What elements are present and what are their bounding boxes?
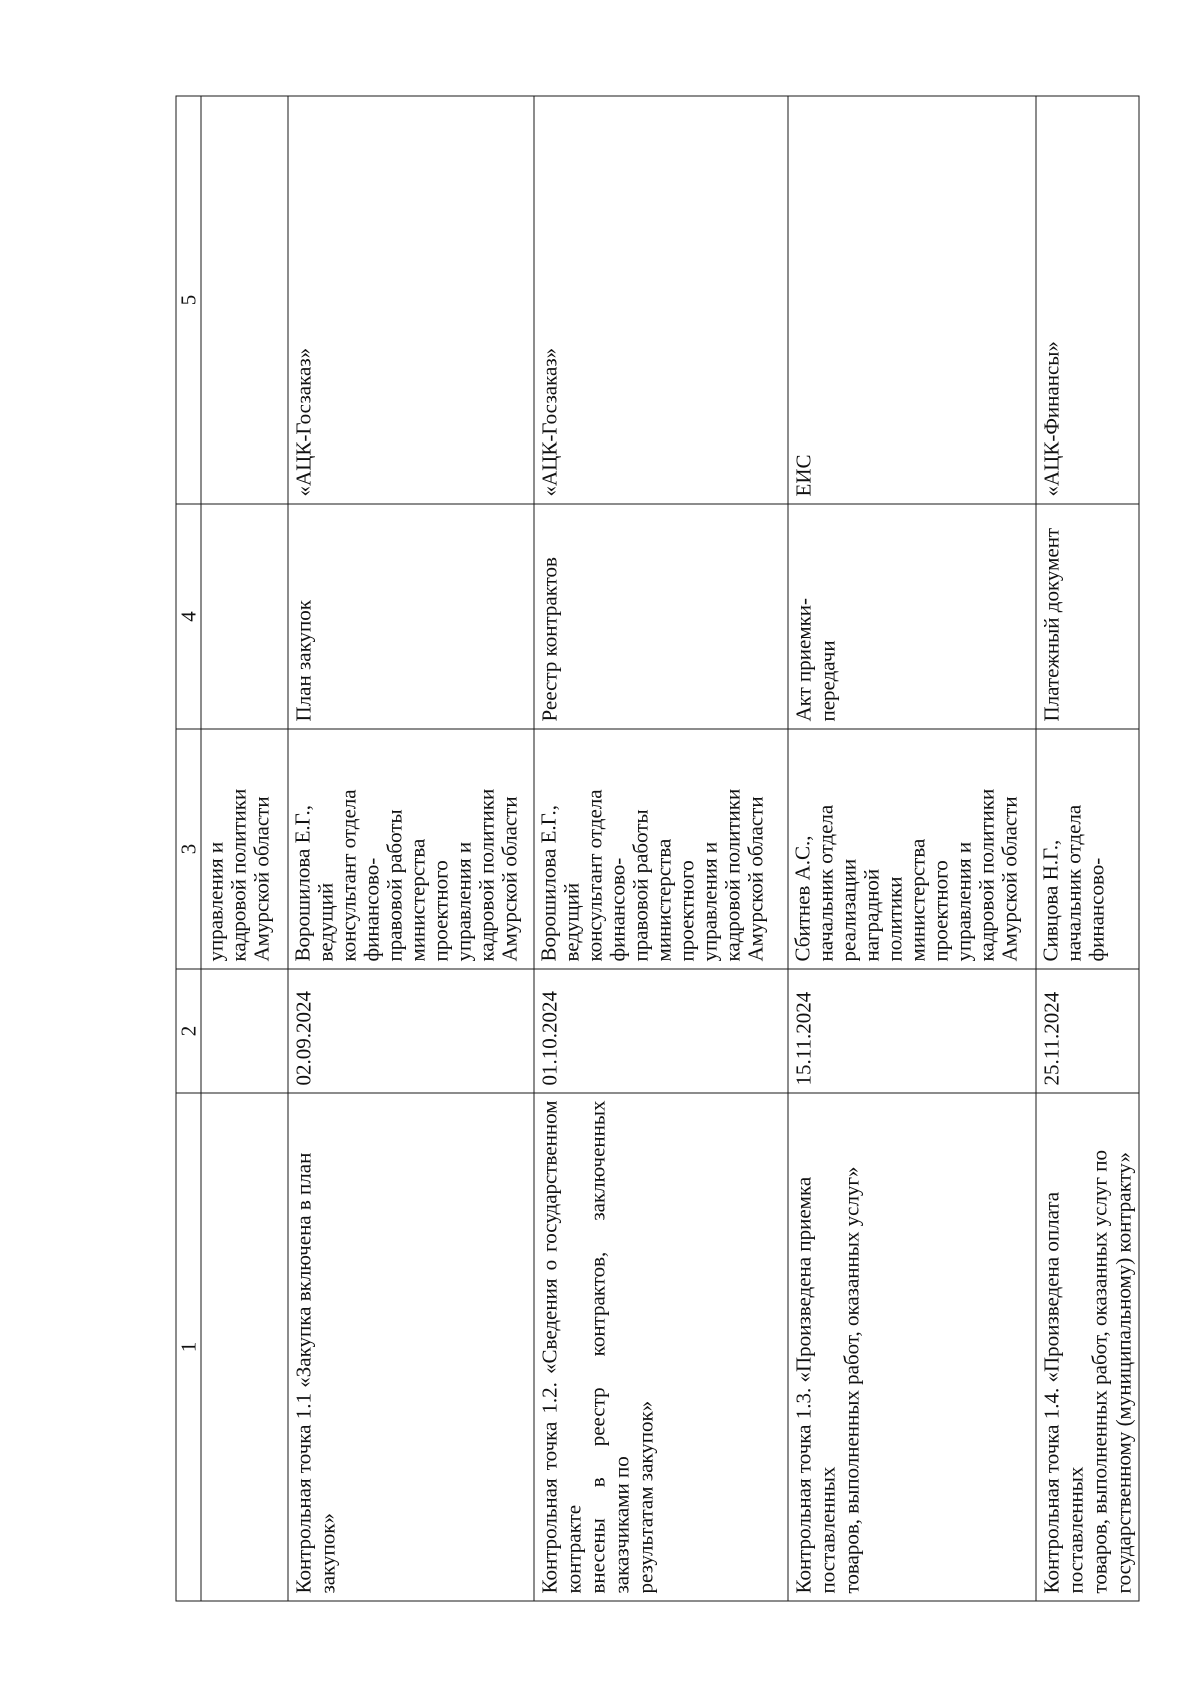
responsible-line: Сивцова Н.Г., (1038, 839, 1062, 962)
responsible-line: Амурской области (497, 796, 521, 962)
control-point-cell (788, 1093, 1036, 1601)
system-cell: «АЦК-Госзаказ» (288, 96, 534, 504)
responsible-line: министерства (905, 838, 929, 962)
responsible-line: ведущий (559, 882, 583, 962)
table-row (288, 96, 534, 1601)
document-cell (788, 504, 1036, 729)
responsible-line: министерства (651, 838, 675, 962)
control-point-line: Контрольная точка 1.2. «Сведения о государственном контракте (537, 1100, 585, 1594)
responsible-line: Амурской области (743, 796, 767, 962)
responsible-line: проектного (428, 860, 452, 962)
control-point-line: результатам закупок» (633, 1400, 657, 1594)
document-cell: Реестр контрактов (534, 504, 788, 729)
responsible-line: Амурской области (997, 796, 1021, 962)
responsible-cell (534, 729, 788, 969)
responsible-line: консультант отдела (582, 789, 606, 962)
responsible-line: правовой работы (628, 809, 652, 962)
table-row (788, 96, 1036, 1601)
responsible-cell (1036, 729, 1139, 969)
responsible-line: Ворошилова Е.Г., (290, 805, 314, 962)
rotated-table-wrapper (175, 97, 1135, 1602)
document-line: передачи (815, 640, 839, 722)
document-cell: План закупок (288, 504, 534, 729)
responsible-line: кадровой политики (226, 788, 250, 962)
system-cell (201, 96, 288, 504)
continuation-row (201, 96, 288, 1601)
control-point-line: Контрольная точка 1.1 «Закупка включена в план закупок» (291, 1152, 339, 1594)
control-point-line: внесены в реестр контрактов, заключенных заказчиками по (585, 1100, 633, 1594)
table-row (1036, 96, 1139, 1601)
responsible-line: кадровой политики (974, 788, 998, 962)
responsible-line: министерства (405, 838, 429, 962)
date-cell: 25.11.2024 (1036, 969, 1139, 1093)
responsible-line: консультант отдела (336, 789, 360, 962)
responsible-line: финансово- (605, 857, 629, 962)
responsible-line: управления и (951, 841, 975, 962)
control-point-cell (534, 1093, 788, 1601)
responsible-line: финансово- (359, 857, 383, 962)
responsible-line: управления и (203, 841, 227, 962)
control-point-line: Контрольная точка 1.3. «Произведена приемка поставленных (791, 1176, 839, 1594)
control-points-table (175, 96, 1139, 1602)
column-header-4: 4 (176, 504, 201, 729)
responsible-line: Сбитнев А.С., (790, 835, 814, 962)
responsible-cell (288, 729, 534, 969)
responsible-line: управления и (697, 841, 721, 962)
system-cell: «АЦК-Госзаказ» (534, 96, 788, 504)
responsible-line: кадровой политики (474, 788, 498, 962)
column-header-5: 5 (176, 96, 201, 504)
responsible-line: начальник отдела (1061, 804, 1085, 962)
control-point-line: товаров, выполненных работ, оказанных услуг» (839, 1166, 863, 1594)
responsible-line: политики (882, 876, 906, 962)
responsible-line: финансово- (1084, 857, 1108, 962)
date-cell: 01.10.2024 (534, 969, 788, 1093)
responsible-line: правовой работы (382, 809, 406, 962)
responsible-line: Амурской области (249, 796, 273, 962)
responsible-line: ведущий (313, 882, 337, 962)
control-point-cell (201, 1093, 288, 1601)
control-point-line: товаров, выполненных работ, оказанных услуг по (1087, 1149, 1111, 1594)
responsible-cell (788, 729, 1036, 969)
column-header-3: 3 (176, 729, 201, 969)
date-cell: 02.09.2024 (288, 969, 534, 1093)
date-cell (201, 969, 288, 1093)
responsible-line: Ворошилова Е.Г., (536, 805, 560, 962)
control-point-line: государственному (муниципальному) контракту» (1111, 1152, 1135, 1594)
control-point-cell (288, 1093, 534, 1601)
control-point-line: Контрольная точка 1.4. «Произведена оплата поставленных (1039, 1191, 1087, 1594)
responsible-line: управления и (451, 841, 475, 962)
column-header-2: 2 (176, 969, 201, 1093)
document-line: Акт приемки- (791, 597, 815, 722)
responsible-line: проектного (674, 860, 698, 962)
responsible-cell (201, 729, 288, 969)
table-row (534, 96, 788, 1601)
control-point-cell (1036, 1093, 1139, 1601)
column-header-1: 1 (176, 1093, 201, 1601)
responsible-line: наградной (859, 868, 883, 962)
header-row (176, 96, 201, 1601)
responsible-line: реализации (836, 858, 860, 962)
responsible-line: кадровой политики (720, 788, 744, 962)
document-cell (201, 504, 288, 729)
system-cell: «АЦК-Финансы» (1036, 96, 1139, 504)
responsible-line: начальник отдела (813, 804, 837, 962)
responsible-line: проектного (928, 860, 952, 962)
date-cell: 15.11.2024 (788, 969, 1036, 1093)
document-cell: Платежный документ (1036, 504, 1139, 729)
system-cell: ЕИС (788, 96, 1036, 504)
